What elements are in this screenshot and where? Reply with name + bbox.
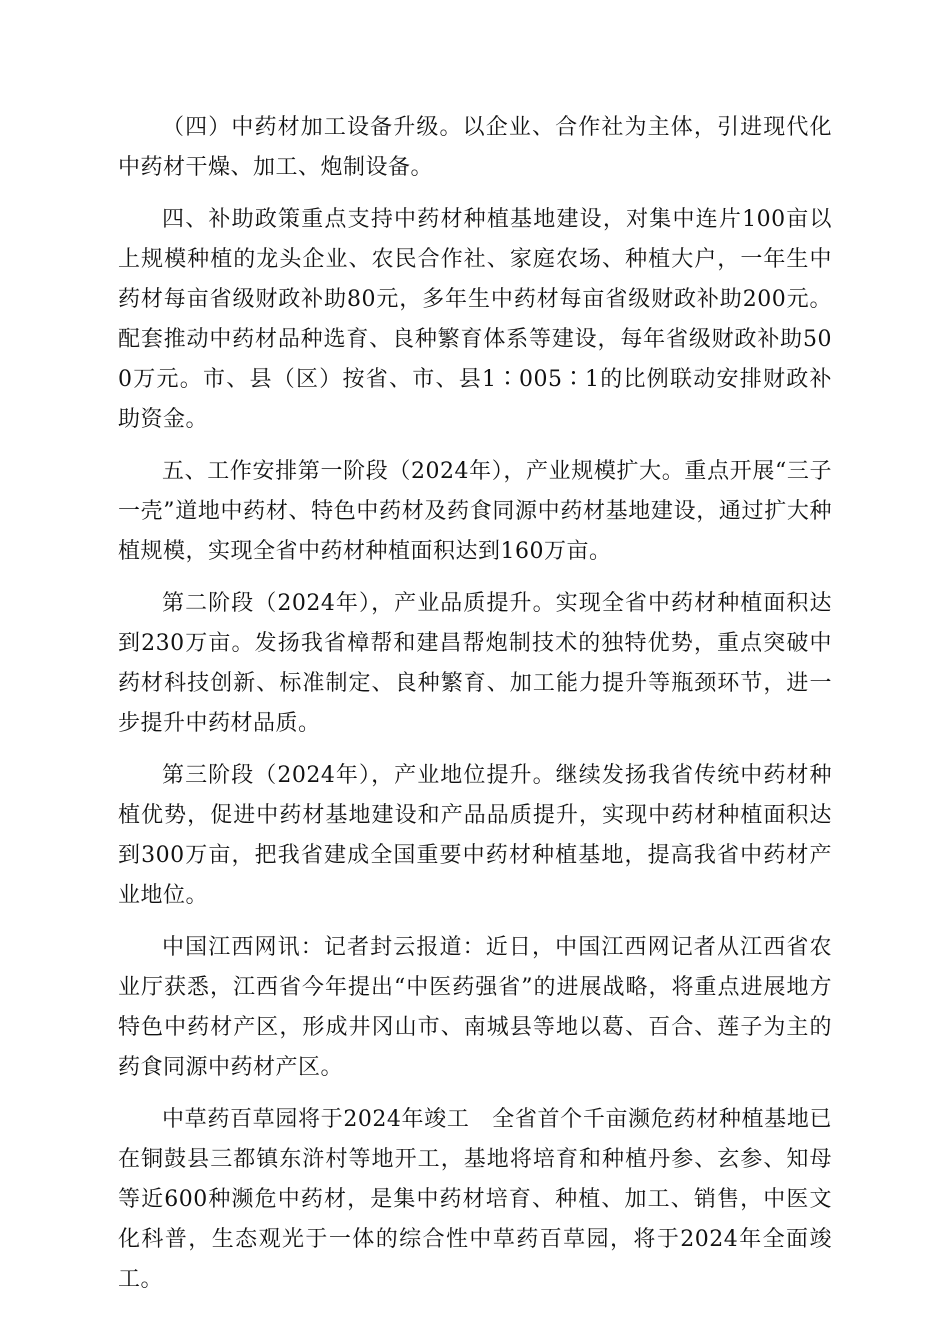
paragraph-phase-two: 第二阶段（2024年），产业品质提升。实现全省中药材种植面积达到230万亩。发扬我省樟帮和建昌帮炮制技术的独特优势，重点突破中药材科技创新、标准制定、良种繁育、加工能力提升等瓶颈环节，进一步提升中药材品质。 [118, 591, 832, 736]
paragraph-processing-equipment: （四）中药材加工设备升级。以企业、合作社为主体，引进现代化中药材干燥、加工、炮制设备。 [118, 115, 832, 180]
document-body [118, 108, 832, 1312]
paragraph-phase-one: 五、工作安排第一阶段（2024年），产业规模扩大。重点开展“三子一壳”道地中药材、特色中药材及药食同源中药材基地建设，通过扩大种植规模，实现全省中药材种植面积达到160万亩。 [118, 459, 832, 564]
paragraph-herb-garden: 中草药百草园将于2024年竣工 全省首个千亩濒危药材种植基地已在铜鼓县三都镇东浒村等地开工，基地将培育和种植丹参、玄参、知母等近600种濒危中药材，是集中药材培育、种植、加工、销售，中医文化科普，生态观光于一体的综合性中草药百草园，将于2024年全面竣工。 [118, 1107, 832, 1292]
paragraph-subsidy-policy: 四、补助政策重点支持中药材种植基地建设，对集中连片100亩以上规模种植的龙头企业、农民合作社、家庭农场、种植大户，一年生中药材每亩省级财政补助80元，多年生中药材每亩省级财政补助200元。配套推动中药材品种选育、良种繁育体系等建设，每年省级财政补助500万元。市、县（区）按省、市、县1∶005∶1的比例联动安排财政补助资金。 [118, 207, 832, 432]
paragraph-phase-three: 第三阶段（2024年），产业地位提升。继续发扬我省传统中药材种植优势，促进中药材基地建设和产品品质提升，实现中药材种植面积达到300万亩，把我省建成全国重要中药材种植基地，提高我省中药材产业地位。 [118, 763, 832, 908]
paragraph-news-report: 中国江西网讯：记者封云报道：近日，中国江西网记者从江西省农业厅获悉，江西省今年提出“中医药强省”的进展战略，将重点进展地方特色中药材产区，形成井冈山市、南城县等地以葛、百合、莲子为主的药食同源中药材产区。 [118, 935, 832, 1080]
